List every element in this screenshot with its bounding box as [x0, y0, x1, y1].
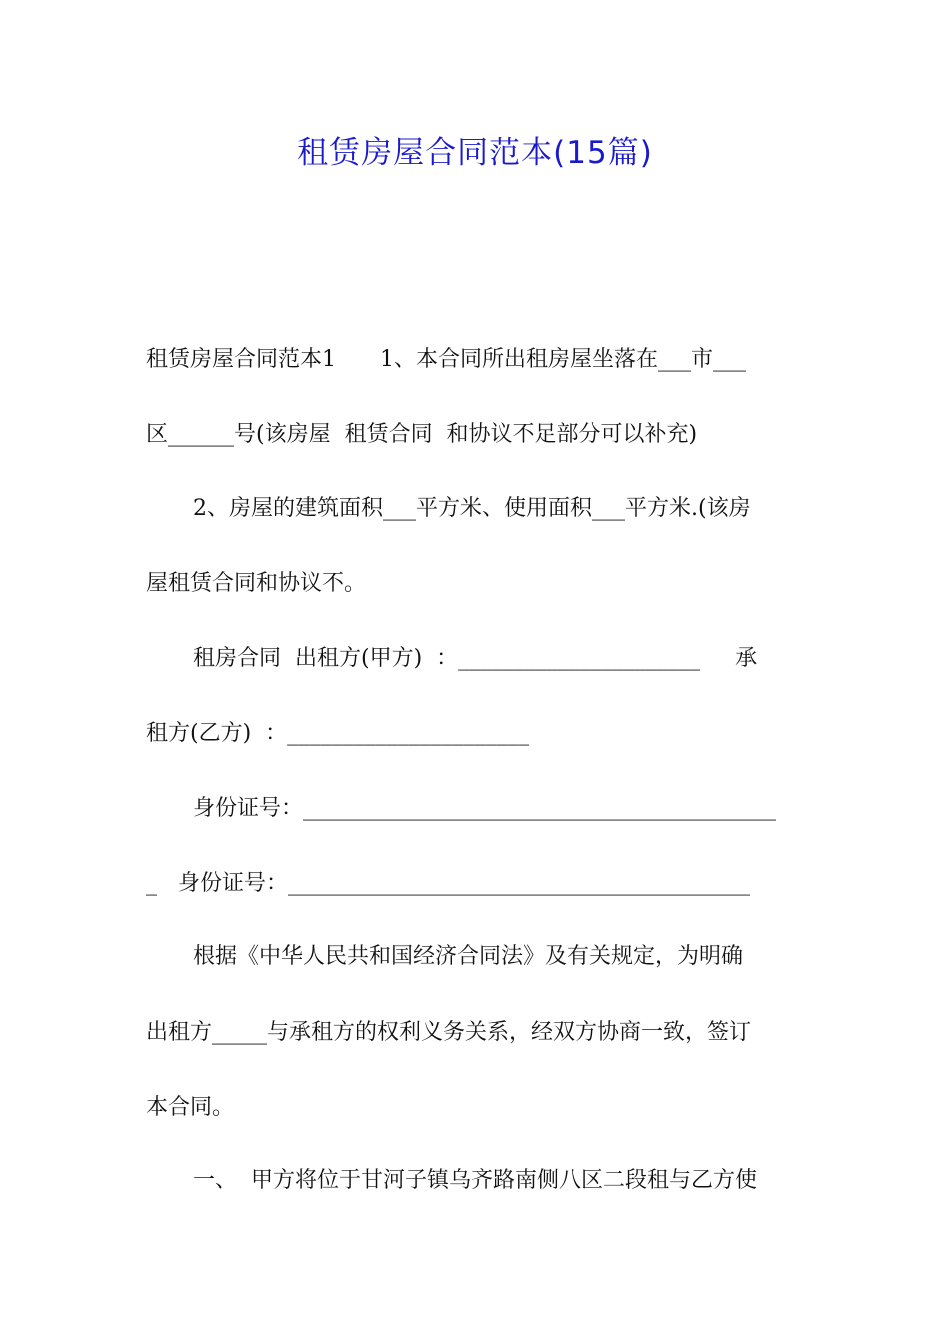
paragraph-line: 2、房屋的建筑面积___平方米、使用面积___平方米.(该房 — [193, 496, 751, 521]
paragraph-line: 区______号(该房屋 租赁合同 和协议不足部分可以补充) — [146, 422, 698, 447]
paragraph-line: 身份证号：___________________________________________ — [193, 796, 777, 821]
paragraph-line: 本合同。 — [146, 1095, 235, 1120]
document-title: 租赁房屋合同范本(15篇) — [297, 135, 653, 171]
paragraph-line: 根据《中华人民共和国经济合同法》及有关规定，为明确 — [193, 944, 744, 969]
paragraph-line: 租房合同 出租方(甲方) ：______________________ 承 — [193, 646, 758, 671]
paragraph-line: 租方(乙方) ：______________________ — [146, 721, 530, 746]
paragraph-line: _ 身份证号：__________________________________________ — [146, 871, 750, 896]
paragraph-line: 屋租赁合同和协议不。 — [146, 571, 367, 596]
paragraph-line: 租赁房屋合同范本1 1、本合同所出租房屋坐落在___市___ — [146, 347, 746, 372]
paragraph-line: 一、 甲方将位于甘河子镇乌齐路南侧八区二段租与乙方使 — [193, 1168, 757, 1193]
paragraph-line: 出租方_____与承租方的权利义务关系，经双方协商一致，签订 — [146, 1020, 752, 1045]
